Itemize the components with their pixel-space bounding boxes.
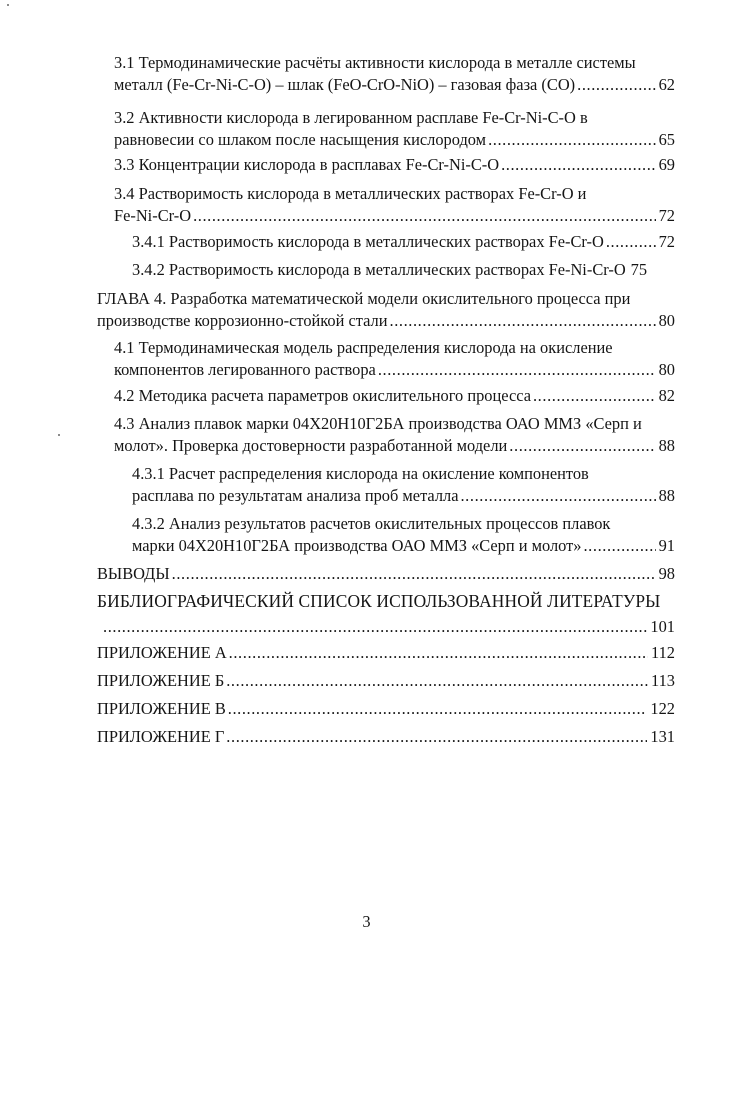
toc-entry-title: 3.4 Растворимость кислорода в металлических растворах Fe-Cr-O и (114, 184, 587, 203)
toc-entry-3-4-1 (132, 231, 675, 253)
toc-entry-title-line (114, 52, 675, 74)
dot-leader (577, 74, 655, 96)
toc-entry-4-3-2 (132, 513, 675, 557)
toc-page-number: 113 (651, 671, 675, 690)
toc-entry-bibliography (97, 590, 675, 638)
toc-entry-title-cont: производстве коррозионно-стойкой стали (97, 311, 388, 330)
toc-entry-title: 4.1 Термодинамическая модель распределения кислорода на окисление (114, 338, 613, 357)
dot-leader (509, 435, 655, 457)
toc-entry-title: 3.4.2 Растворимость кислорода в металлических растворах Fe-Ni-Cr-O (132, 260, 626, 279)
toc-entry-title: ПРИЛОЖЕНИЕ В (97, 699, 226, 718)
toc-entry-appendix-v (97, 698, 675, 720)
dot-leader (229, 642, 648, 664)
toc-entry-conclusions (97, 563, 675, 585)
toc-entry-3-4-2 (132, 259, 675, 281)
dot-leader (172, 563, 656, 585)
toc-entry-title: ПРИЛОЖЕНИЕ Б (97, 671, 225, 690)
dot-leader (228, 698, 648, 720)
toc-entry-title: 3.2 Активности кислорода в легированном расплаве Fe-Cr-Ni-C-O в (114, 108, 588, 127)
toc-entry-title: ВЫВОДЫ (97, 564, 170, 583)
toc-entry-title-cont: молот». Проверка достоверности разработанной модели (114, 436, 508, 455)
toc-entry-4-2 (114, 385, 675, 407)
dot-leader (583, 535, 655, 557)
toc-entry-title: 4.2 Методика расчета параметров окислительного процесса (114, 386, 531, 405)
toc-entry-title-cont: марки 04Х20Н10Г2БА производства ОАО ММЗ «Серп и молот» (132, 536, 582, 555)
toc-entry-chapter-4 (97, 288, 675, 332)
toc-page-number: 98 (658, 564, 675, 583)
dot-leader (226, 726, 647, 748)
toc-entry-3-2 (114, 107, 675, 151)
toc-entry-title-cont: компонентов легированного раствора (114, 360, 376, 379)
toc-page-number: 122 (650, 699, 675, 718)
toc-page-number: 88 (658, 436, 675, 455)
toc-page-number: 65 (658, 130, 675, 149)
dot-leader (226, 670, 648, 692)
toc-page-number: 88 (658, 486, 675, 505)
toc-page-number: 62 (658, 75, 675, 94)
toc-entry-title: 4.3.1 Расчет распределения кислорода на окисление компонентов (132, 464, 589, 483)
toc-page-number: 72 (658, 206, 675, 225)
toc-entry-title: 3.1 Термодинамические расчёты активности кислорода в металле системы (114, 53, 636, 72)
toc-page-number: 72 (658, 232, 675, 251)
toc-page-number: 69 (658, 155, 675, 174)
toc-entry-appendix-g (97, 726, 675, 748)
toc-entry-title: 4.3 Анализ плавок марки 04Х20Н10Г2БА производства ОАО ММЗ «Серп и (114, 414, 642, 433)
toc-entry-title: ГЛАВА 4. Разработка математической модели окислительного процесса при (97, 289, 631, 308)
dot-leader (460, 485, 655, 507)
dot-leader (533, 385, 656, 407)
toc-page-number: 82 (658, 386, 675, 405)
toc-entry-3-4 (114, 183, 675, 227)
toc-entry-title: БИБЛИОГРАФИЧЕСКИЙ СПИСОК ИСПОЛЬЗОВАННОЙ ЛИТЕРАТУРЫ (97, 591, 661, 611)
dot-leader (501, 154, 656, 176)
toc-entry-4-3 (114, 413, 675, 457)
toc-entry-title-cont: Fe-Ni-Cr-O (114, 206, 192, 225)
toc-page-number: 101 (650, 617, 675, 636)
toc-page-number: 80 (658, 311, 675, 330)
page-number: 3 (362, 912, 371, 931)
toc-entry-title-cont: равновесии со шлаком после насыщения кислородом (114, 130, 487, 149)
dot-leader (103, 616, 647, 638)
toc-page-number: 131 (650, 727, 675, 746)
toc-page-number: 75 (630, 260, 648, 279)
dot-leader (193, 205, 656, 227)
toc-page-number: 80 (658, 360, 675, 379)
dot-leader (390, 310, 656, 332)
toc-entry-4-1 (114, 337, 675, 381)
toc-entry-title-cont: расплава по результатам анализа проб металла (132, 486, 459, 505)
scan-speck (58, 434, 60, 436)
toc-entry-3-3 (114, 154, 675, 176)
dot-leader (378, 359, 656, 381)
toc-page-number: 91 (658, 536, 675, 555)
scan-speck (7, 4, 9, 6)
toc-entry-appendix-a (97, 642, 675, 664)
toc-entry-title: 3.3 Концентрации кислорода в расплавах Fe-Cr-Ni-C-O (114, 155, 500, 174)
toc-entry-appendix-b (97, 670, 675, 692)
toc-entry-3-1 (114, 52, 675, 96)
toc-entry-title: 4.3.2 Анализ результатов расчетов окислительных процессов плавок (132, 514, 611, 533)
dot-leader (488, 129, 656, 151)
toc-entry-title-cont: металл (Fe-Cr-Ni-C-O) – шлак (FeO-CrO-NiO) – газовая фаза (CO) (114, 75, 576, 94)
toc-entry-title: ПРИЛОЖЕНИЕ Г (97, 727, 225, 746)
toc-entry-4-3-1 (132, 463, 675, 507)
toc-page-number: 112 (651, 643, 675, 662)
toc-entry-title: 3.4.1 Растворимость кислорода в металлических растворах Fe-Cr-O (132, 232, 604, 251)
dot-leader (606, 231, 656, 253)
toc-entry-title: ПРИЛОЖЕНИЕ А (97, 643, 227, 662)
